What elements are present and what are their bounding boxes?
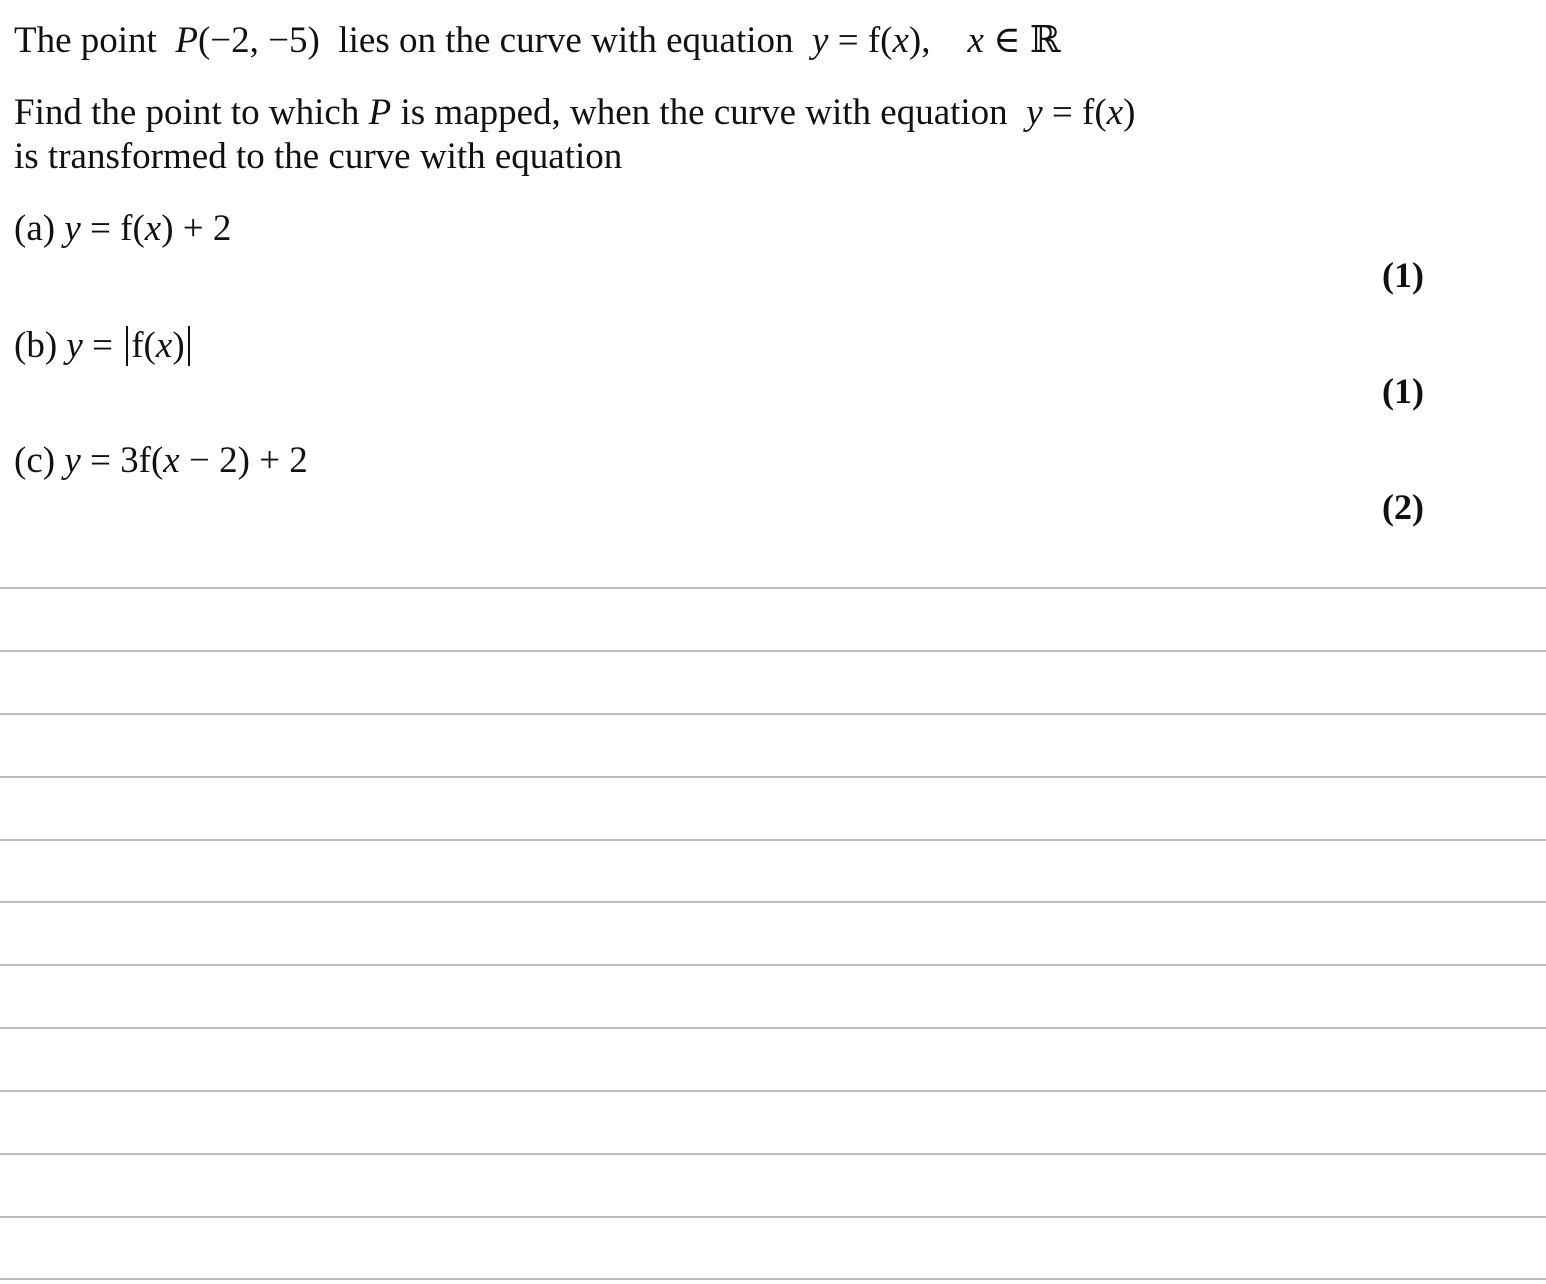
part-b-inner-b: ) <box>172 325 185 366</box>
part-a-y: y <box>64 208 81 249</box>
part-a-label: (a) <box>14 208 65 249</box>
question-find-line <box>14 91 1135 135</box>
question-transform-line: is transformed to the curve with equation <box>14 136 623 177</box>
answer-line <box>0 650 1546 652</box>
intro-mid: lies on the curve with equation <box>319 20 803 61</box>
part-b-inner-a: f( <box>131 325 156 366</box>
find-mid: is mapped, when the curve with equation <box>391 92 1027 133</box>
answer-line <box>0 1027 1546 1029</box>
domain-x: x <box>967 20 984 61</box>
point-label: P <box>175 20 198 61</box>
part-c-eq-b: − 2) + 2 <box>179 440 308 481</box>
find-prefix: Find the point to which <box>14 92 369 133</box>
answer-line <box>0 901 1546 903</box>
part-b-label: (b) <box>14 325 67 366</box>
find-p: P <box>368 92 392 133</box>
equation-x: x <box>892 20 909 61</box>
find-eq-a: = f( <box>1042 92 1107 133</box>
find-x: x <box>1106 92 1124 133</box>
part-c-equation <box>14 439 308 483</box>
part-a-eq-b: ) + 2 <box>161 208 232 249</box>
answer-line <box>0 1278 1546 1280</box>
answer-line <box>0 964 1546 966</box>
part-a-equation <box>14 207 231 251</box>
answer-line <box>0 1153 1546 1155</box>
part-b-eq-a: = <box>82 325 123 366</box>
answer-line <box>0 713 1546 715</box>
part-c-marks: (2) <box>1382 487 1424 527</box>
answer-line <box>0 587 1546 589</box>
part-a-eq-a: = f( <box>80 208 145 249</box>
question-intro <box>14 19 1061 63</box>
part-c-y: y <box>64 440 81 481</box>
part-b-absolute-value <box>126 326 189 366</box>
answer-line <box>0 776 1546 778</box>
part-a-marks: (1) <box>1382 255 1424 295</box>
equation-rhs-b: ), <box>908 20 931 61</box>
intro-prefix: The point <box>14 20 167 61</box>
part-a-x: x <box>144 208 162 249</box>
find-eq-b: ) <box>1123 92 1136 133</box>
find-y: y <box>1026 92 1043 133</box>
part-b-marks: (1) <box>1382 371 1424 411</box>
answer-line <box>0 839 1546 841</box>
part-b-x: x <box>155 325 173 366</box>
part-c-x: x <box>163 440 180 481</box>
part-b-equation <box>14 324 190 368</box>
part-c-label: (c) <box>14 440 65 481</box>
answer-line <box>0 1090 1546 1092</box>
domain-rest: ∈ ℝ <box>983 20 1061 61</box>
equation-rhs-a: = f( <box>828 20 893 61</box>
part-c-eq-a: = 3f( <box>80 440 164 481</box>
part-b-y: y <box>66 325 83 366</box>
answer-line <box>0 1216 1546 1218</box>
point-coords: (−2, −5) <box>197 20 320 61</box>
equation-y: y <box>812 20 829 61</box>
